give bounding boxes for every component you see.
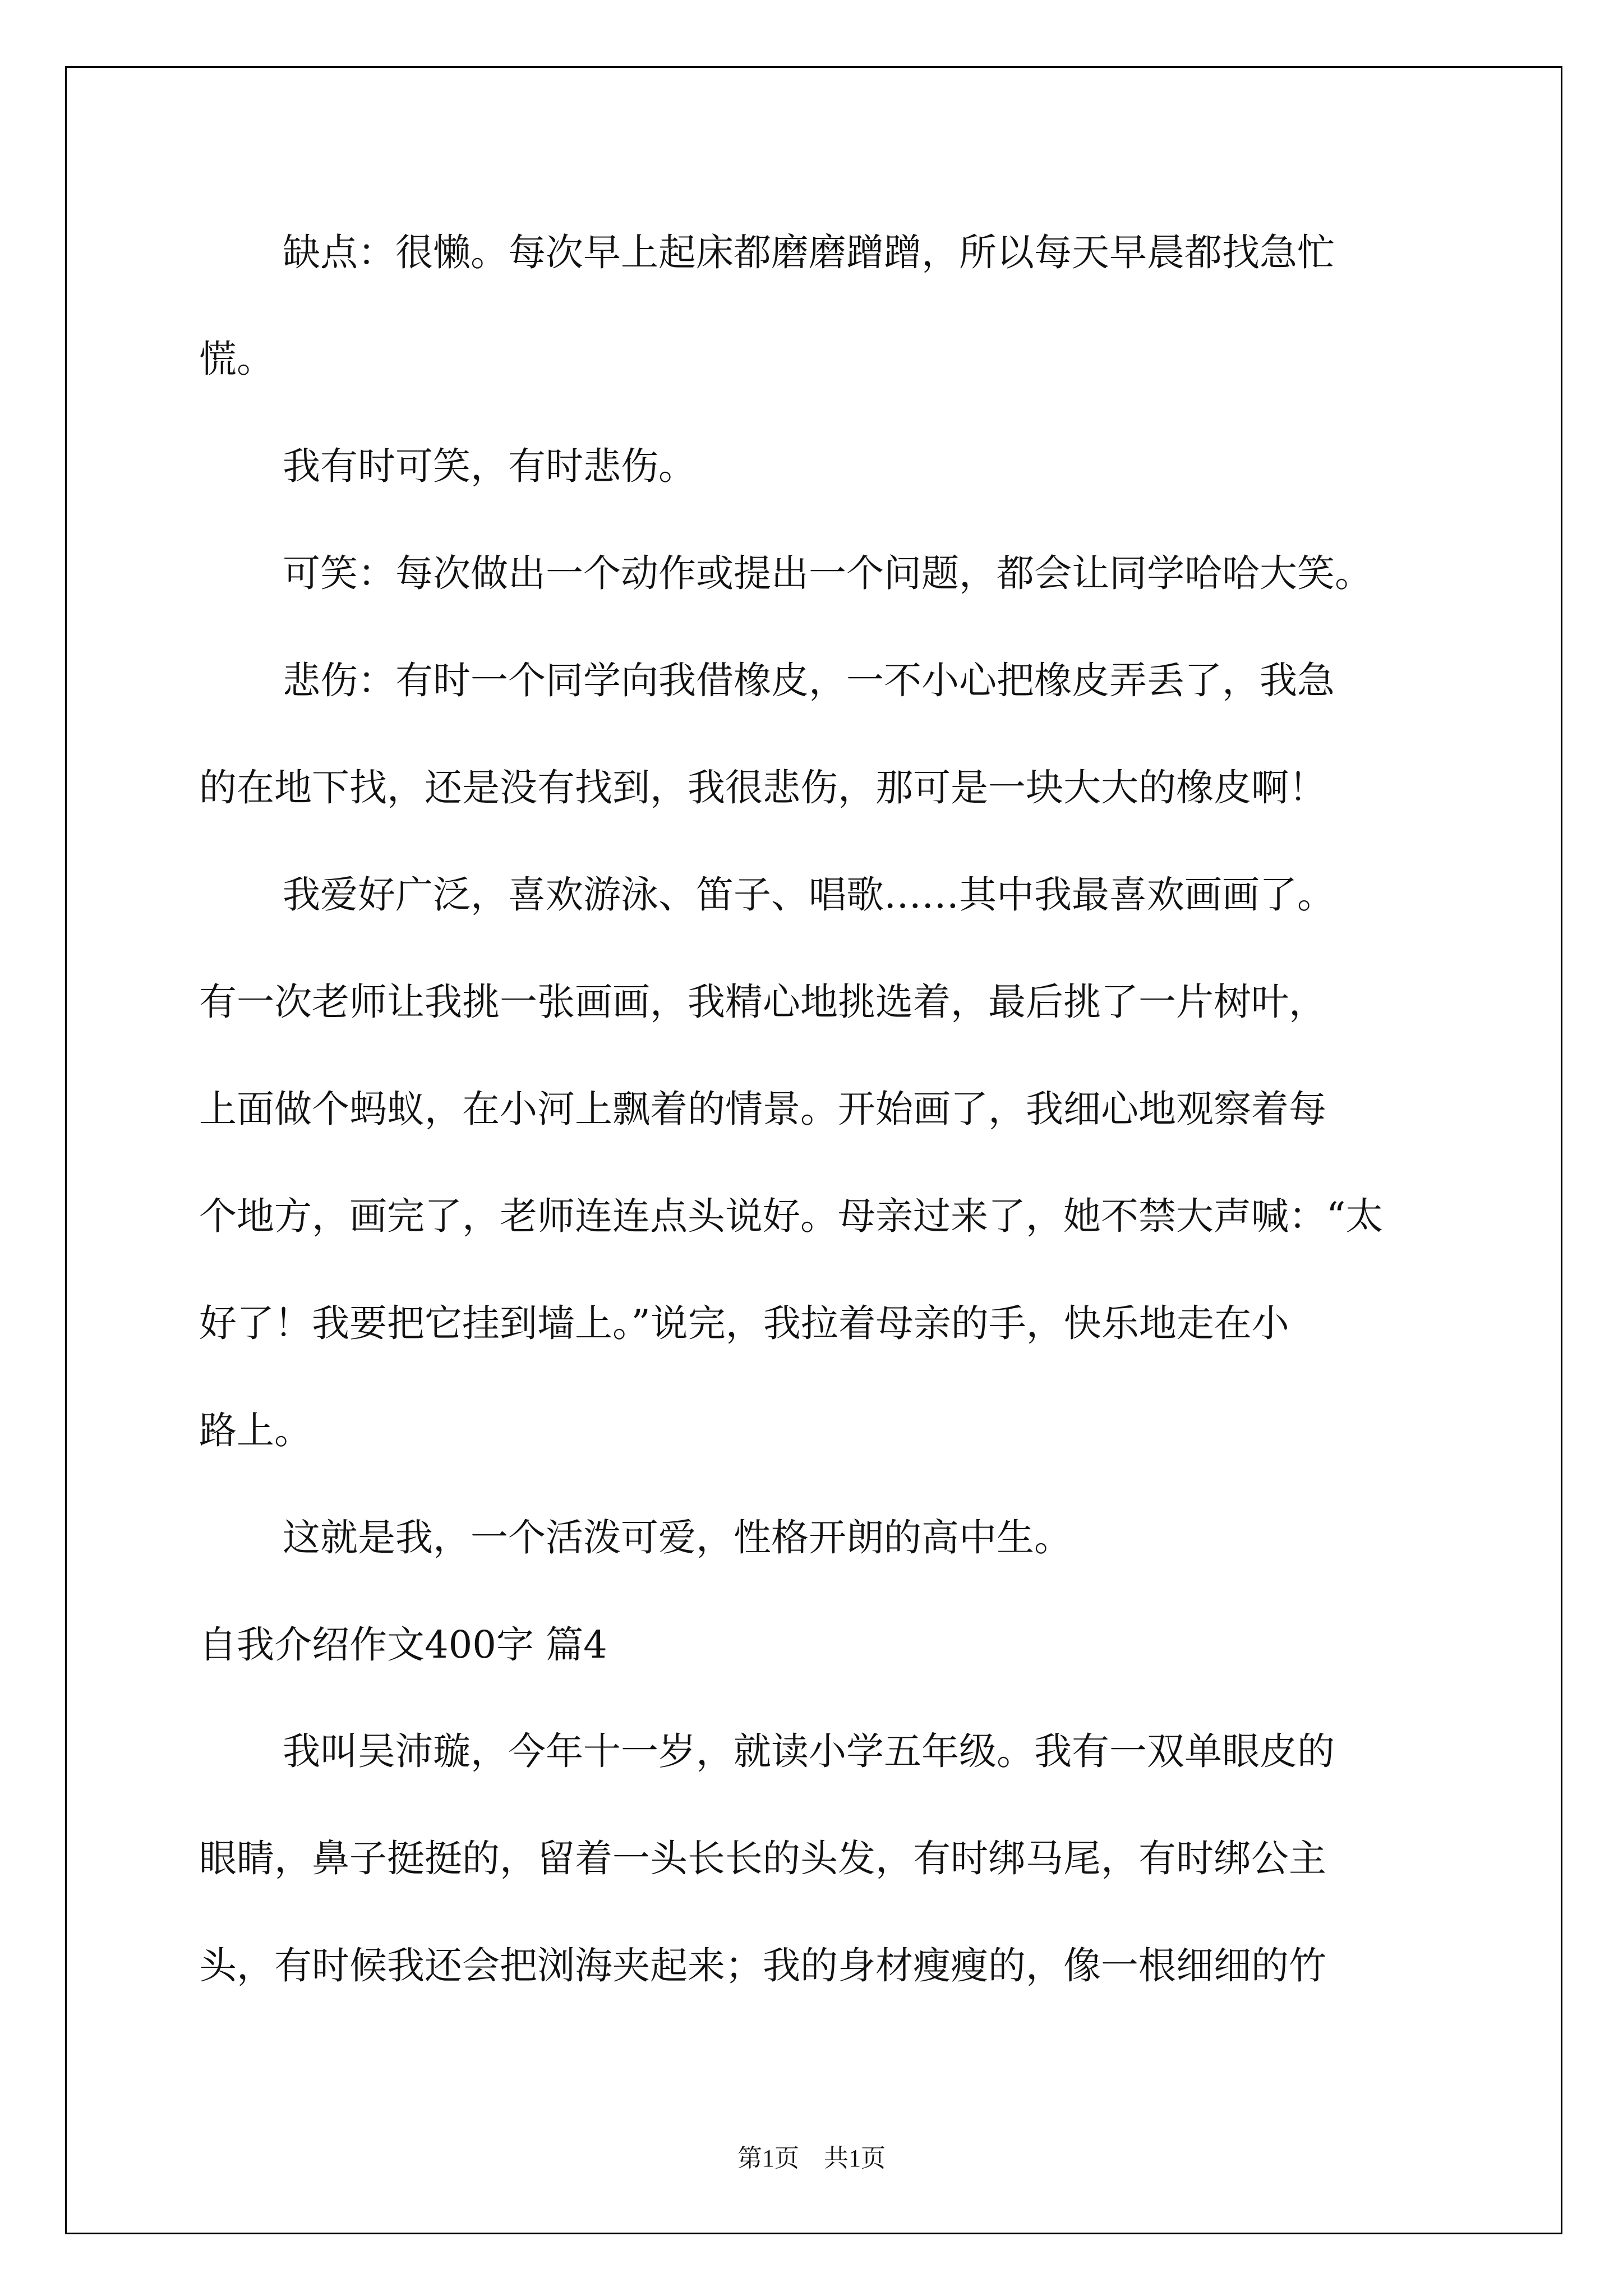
page-number-footer: 第1页 共1页 xyxy=(737,2145,886,2172)
text-line: 眼睛，鼻子挺挺的，留着一头长长的头发，有时绑马尾，有时绑公主 xyxy=(199,1837,1326,1880)
text-line: 上面做个蚂蚁，在小河上飘着的情景。开始画了，我细心地观察着每 xyxy=(199,1087,1326,1131)
text-line: 缺点：很懒。每次早上起床都磨磨蹭蹭，所以每天早晨都找急忙 xyxy=(283,231,1335,274)
text-line: 的在地下找，还是没有找到，我很悲伤，那可是一块大大的橡皮啊！ xyxy=(199,766,1326,809)
text-line: 路上。 xyxy=(199,1409,312,1452)
text-line: 头，有时候我还会把浏海夹起来；我的身材瘦瘦的，像一根细细的竹 xyxy=(199,1944,1326,1987)
text-line: 我叫吴沛璇，今年十一岁，就读小学五年级。我有一双单眼皮的 xyxy=(283,1729,1335,1773)
text-line: 个地方，画完了，老师连连点头说好。母亲过来了，她不禁大声喊：“太 xyxy=(199,1194,1384,1238)
page-border xyxy=(65,66,1562,2234)
section-heading: 自我介绍作文400字 篇4 xyxy=(199,1623,607,1667)
text-line: 这就是我，一个活泼可爱，性格开朗的高中生。 xyxy=(283,1516,1072,1559)
text-line: 悲伤：有时一个同学向我借橡皮，一不小心把橡皮弄丢了，我急 xyxy=(283,659,1335,702)
text-line: 可笑：每次做出一个动作或提出一个问题，都会让同学哈哈大笑。 xyxy=(283,551,1372,595)
text-line: 有一次老师让我挑一张画画，我精心地挑选着，最后挑了一片树叶， xyxy=(199,980,1326,1024)
text-line: 我有时可笑，有时悲伤。 xyxy=(283,444,696,488)
text-line: 好了！我要把它挂到墙上。”说完，我拉着母亲的手，快乐地走在小 xyxy=(199,1301,1289,1345)
text-line: 慌。 xyxy=(199,337,274,381)
text-line: 我爱好广泛，喜欢游泳、笛子、唱歌……其中我最喜欢画画了。 xyxy=(283,873,1335,917)
